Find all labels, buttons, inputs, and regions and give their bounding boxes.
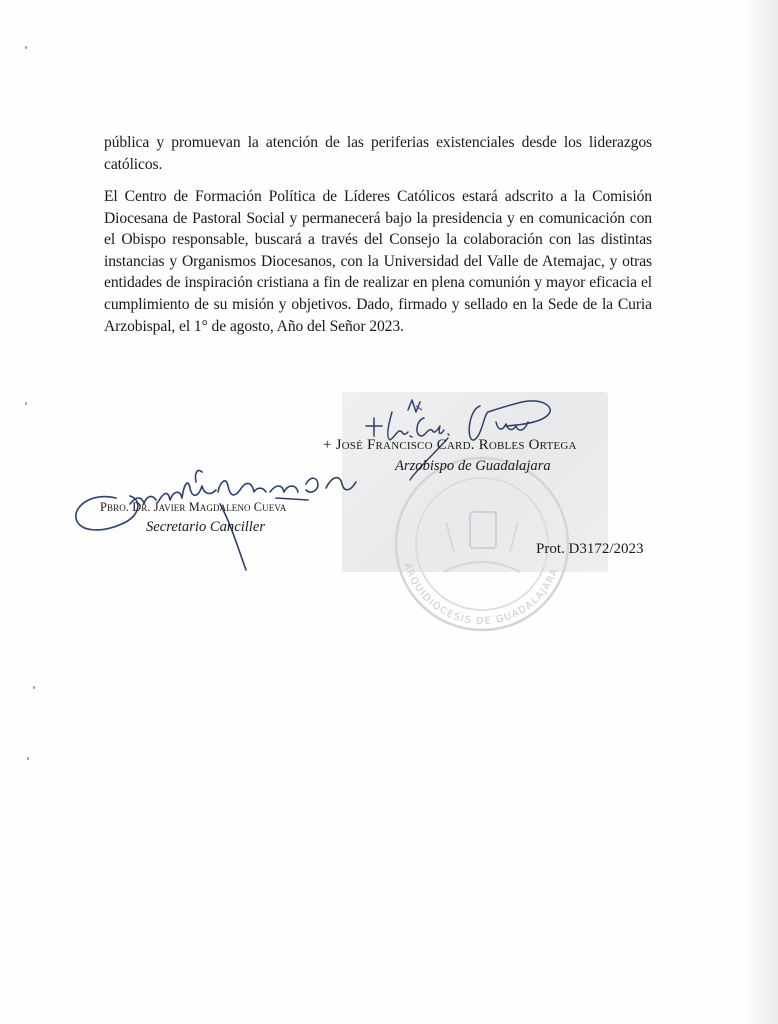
cardinal-name: + José Francisco Card. Robles Ortega bbox=[323, 437, 577, 453]
scan-speck bbox=[27, 757, 29, 760]
protocol-number: Prot. D3172/2023 bbox=[536, 541, 644, 557]
scan-speck bbox=[33, 686, 35, 689]
body-paragraph-2: El Centro de Formación Política de Líderes Católicos estará adscrito a la Comisión Diocesana de Pastoral Social y permanecerá bajo la presidencia y en comunicación con el Obispo responsable, buscará a través del Consejo la colaboración con las distintas instancias y Organismos Diocesanos, con la Universidad del Valle de Atemajac, y otras entidades de inspiración cristiana a fin de realizar en plena comunión y mayor eficacia el cumplimiento de su misión y objetivos. Dado, firmado y sellado en la Sede de la Curia Arzobispal, el 1° de agosto, Año del Señor 2023. bbox=[104, 188, 652, 335]
secretary-signature bbox=[70, 462, 370, 574]
body-paragraph-1: pública y promuevan la atención de las periferias existenciales desde los liderazgos católicos. bbox=[104, 134, 652, 173]
cardinal-title: Arzobispo de Guadalajara bbox=[395, 458, 551, 474]
scan-speck bbox=[25, 46, 27, 49]
secretary-title: Secretario Canciller bbox=[146, 519, 266, 535]
seal-text: ARQUIDIÓCESIS DE GUADALAJARA bbox=[401, 561, 561, 628]
secretary-name: Pbro. Dr. Javier Magdaleno Cueva bbox=[100, 500, 287, 514]
scan-speck bbox=[25, 402, 27, 405]
page-edge-shadow bbox=[744, 0, 778, 1024]
